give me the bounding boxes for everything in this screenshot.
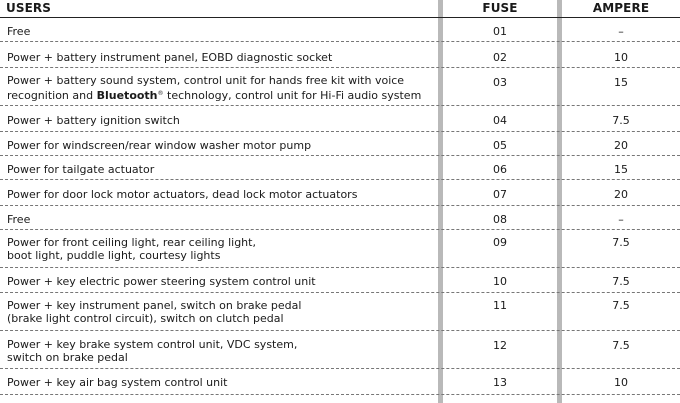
users-cell: Power for windscreen/rear window washer motor pump — [7, 139, 312, 152]
fuse-cell: 06 — [493, 163, 507, 176]
table-row — [0, 156, 680, 180]
ampere-cell: 7.5 — [612, 236, 630, 249]
fuse-cell: 05 — [493, 139, 507, 152]
users-cell: Power + battery ignition switch — [7, 114, 180, 127]
ampere-cell: – — [618, 213, 624, 226]
registered-mark: ® — [157, 90, 164, 97]
table-row — [0, 106, 680, 132]
fuse-cell: 04 — [493, 114, 507, 127]
row-separator — [0, 394, 680, 395]
fuse-cell: 11 — [493, 299, 507, 312]
users-cell: Power + key air bag system control unit — [7, 376, 228, 389]
users-cell: Power for tailgate actuator — [7, 163, 155, 176]
users-cell — [7, 299, 432, 325]
header-fuse: FUSE — [482, 1, 518, 15]
ampere-cell: 7.5 — [612, 114, 630, 127]
ampere-cell: 20 — [614, 139, 628, 152]
users-cell — [7, 236, 432, 262]
fuse-cell: 10 — [493, 275, 507, 288]
ampere-cell: 15 — [614, 76, 628, 89]
table-row — [0, 331, 680, 369]
fuse-cell: 08 — [493, 213, 507, 226]
table-row — [0, 268, 680, 293]
users-line: Power for front ceiling light, rear ceiling light, — [7, 236, 256, 249]
fuse-cell: 07 — [493, 188, 507, 201]
ampere-cell: 7.5 — [612, 299, 630, 312]
fuse-cell: 01 — [493, 25, 507, 38]
users-line: Power + battery sound system, control unit for hands free kit with voice — [7, 74, 405, 87]
users-line: switch on brake pedal — [7, 351, 128, 364]
users-cell — [7, 338, 432, 364]
ampere-cell: – — [618, 25, 624, 38]
table-row — [0, 293, 680, 331]
ampere-cell: 10 — [614, 51, 628, 64]
fuse-cell: 02 — [493, 51, 507, 64]
users-text: technology, control unit for Hi-Fi audio system — [163, 89, 422, 102]
users-line: boot light, puddle light, courtesy lights — [7, 249, 221, 262]
header-users: USERS — [6, 1, 51, 15]
table-row — [0, 132, 680, 156]
users-line: Power + key brake system control unit, VDC system, — [7, 338, 298, 351]
fuse-cell: 12 — [493, 339, 507, 352]
table-row — [0, 180, 680, 206]
users-line: Power + key instrument panel, switch on brake pedal — [7, 299, 302, 312]
users-cell: Power + battery instrument panel, EOBD diagnostic socket — [7, 51, 333, 64]
ampere-cell: 15 — [614, 163, 628, 176]
users-cell: Free — [7, 25, 31, 38]
users-cell: Free — [7, 213, 31, 226]
users-line: (brake light control circuit), switch on clutch pedal — [7, 312, 284, 325]
users-cell — [7, 74, 432, 102]
fuse-cell: 03 — [493, 76, 507, 89]
bluetooth-brand: Bluetooth — [96, 89, 158, 102]
users-text: recognition and — [7, 89, 97, 102]
ampere-cell: 7.5 — [612, 275, 630, 288]
ampere-cell: 20 — [614, 188, 628, 201]
table-row — [0, 369, 680, 395]
table-row — [0, 42, 680, 68]
table-row — [0, 18, 680, 42]
ampere-cell: 7.5 — [612, 339, 630, 352]
users-line — [7, 87, 432, 102]
fuse-cell: 13 — [493, 376, 507, 389]
table-row — [0, 230, 680, 268]
table-row — [0, 206, 680, 230]
header-ampere: AMPERE — [592, 1, 650, 15]
fuse-cell: 09 — [493, 236, 507, 249]
users-cell: Power for door lock motor actuators, dead lock motor actuators — [7, 188, 358, 201]
users-cell: Power + key electric power steering system control unit — [7, 275, 316, 288]
ampere-cell: 10 — [614, 376, 628, 389]
table-row — [0, 68, 680, 106]
